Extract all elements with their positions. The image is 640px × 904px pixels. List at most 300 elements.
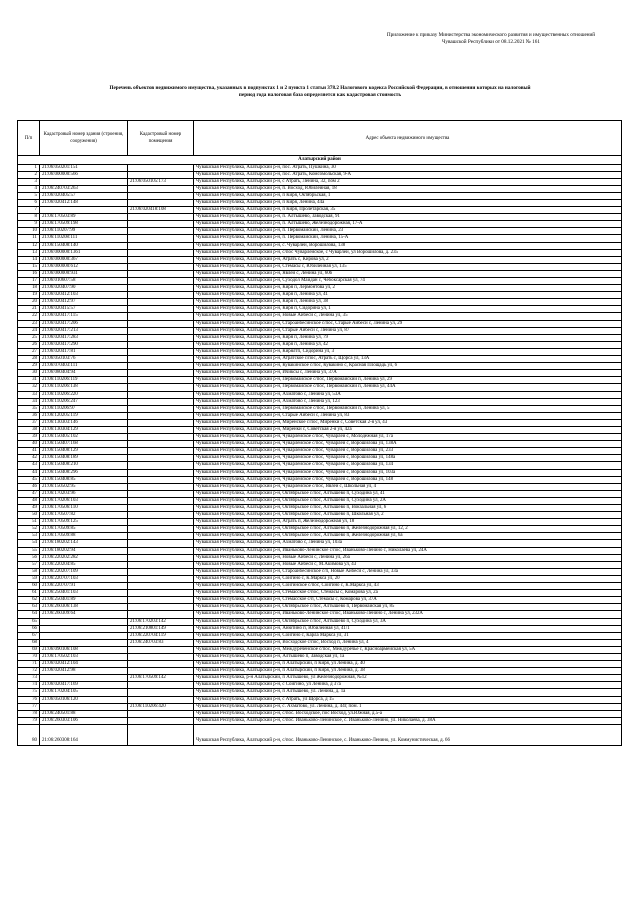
row-index: 4 [18,185,40,192]
row-index: 8 [18,214,40,221]
premises-cadastral-number [128,689,194,696]
building-cadastral-number: 21:06:150405:102 [40,434,128,441]
table-header-row [18,121,622,156]
address: Чувашская Республика, Алатырский р-н, с/пос. Иваньково-Ленинское, с. Иваньково-Ленино, ул. Коммунистическая, д. 66 [194,724,622,745]
address: Чувашская Республика, Алатырский р-н, Междуреченское с/пос, Междуречье с, Красноармейская ул, 5А [194,646,622,653]
premises-cadastral-number: 21:06:170203:142 [128,618,194,625]
building-cadastral-number: 21:06:020417:81 [40,348,128,355]
premises-cadastral-number [128,370,194,377]
building-cadastral-number: 21:06:110207:99 [40,228,128,235]
row-index: 53 [18,533,40,540]
column-header-premises-cadastral: Кадастровый номер помещения [128,121,194,156]
building-cadastral-number: 21:06:110206:247 [40,398,128,405]
building-cadastral-number: 21:06:000000:1361 [40,249,128,256]
building-cadastral-number: 21:06:220202:282 [40,554,128,561]
table-row [18,235,622,242]
premises-cadastral-number [128,519,194,526]
building-cadastral-number: 21:06:260309:64 [40,611,128,618]
address: Чувашская Республика, Алатырский р-н, Чуварлейское с/пос, Чуварлеи с, Ворошилова ул, 148 [194,476,622,483]
building-cadastral-number: 21:06:150502:95 [40,483,128,490]
row-index: 55 [18,547,40,554]
address: Чувашская Республика, Алатырский р-н, пос. Атрать, Пушкина, 30 [194,164,622,171]
building-cadastral-number: 21:06:220204:85 [40,561,128,568]
row-index: 11 [18,235,40,242]
table-row [18,455,622,462]
table-row [18,256,622,263]
row-index: 70 [18,653,40,660]
premises-cadastral-number: 21:06:240703:83 [128,639,194,646]
table-row [18,590,622,597]
table-row [18,689,622,696]
address: Чувашская Республика, Алатырский р-н, Киря п, Ленина ул, 41 [194,292,622,299]
address: Чувашская Республика, Алатырский р-н, Ахматово с, Ленина ул, 53А [194,391,622,398]
row-index: 50 [18,512,40,519]
table-row [18,263,622,270]
premises-cadastral-number [128,490,194,497]
premises-cadastral-number [128,646,194,653]
address: Чувашская Республика, Алатырский р-н, с/пос. Восходское, пос Восход, ул.Южная, д.5-а [194,710,622,717]
premises-cadastral-number [128,419,194,426]
premises-cadastral-number [128,540,194,547]
address: Чувашская Республика, Алатырский р-н, Сойгино с, Карла Маркса ул, 31 [194,632,622,639]
row-index: 69 [18,646,40,653]
building-cadastral-number: 21:06:000000:566 [40,171,128,178]
building-cadastral-number: 21:06:020405:57 [40,192,128,199]
premises-cadastral-number [128,661,194,668]
table-row [18,306,622,313]
building-cadastral-number [40,703,128,710]
premises-cadastral-number [128,341,194,348]
table-row [18,199,622,206]
table-row [18,675,622,682]
building-cadastral-number [40,207,128,214]
premises-cadastral-number [128,278,194,285]
premises-cadastral-number [128,228,194,235]
building-cadastral-number: 21:06:170204:105 [40,689,128,696]
row-index: 58 [18,568,40,575]
table-row [18,575,622,582]
row-index: 66 [18,625,40,632]
row-index: 22 [18,313,40,320]
row-index: 28 [18,356,40,363]
premises-cadastral-number [128,710,194,717]
address: Чувашская Республика, Алатырский р-н, Первомайское с/пос, Первомайский п, Ленина ул, 44А [194,384,622,391]
premises-cadastral-number: 21:06:220704:119 [128,632,194,639]
row-index: 60 [18,583,40,590]
table-row [18,221,622,228]
row-index: 54 [18,540,40,547]
building-cadastral-number: 21:06:250401:89 [40,597,128,604]
building-cadastral-number: 21:06:020417:290 [40,341,128,348]
premises-cadastral-number [128,214,194,221]
table-row [18,632,622,639]
premises-cadastral-number [128,221,194,228]
address: Чувашская Республика, Алатырский р-н, Октябрьское с/пос, Алтышево п, Железнодорожная ул, 12, 2 [194,526,622,533]
row-index: 80 [18,724,40,745]
row-index: 56 [18,554,40,561]
address: Чувашская Республика, Алатырский р-н, п Киря, Октябрьская, 1 [194,192,622,199]
row-index: 73 [18,675,40,682]
address: Чувашская Республика, Алатырский р-н, Восходское с/пос, Восход п, Ленина ул, 4 [194,639,622,646]
address: Чувашская Республика, Алатырский р-н, Киря п, Ленина ул, 38 [194,299,622,306]
row-index: 42 [18,455,40,462]
row-index: 64 [18,611,40,618]
premises-cadastral-number [128,313,194,320]
premises-cadastral-number [128,164,194,171]
row-index: 78 [18,710,40,717]
table-row [18,661,622,668]
building-cadastral-number: 21:06:050103:76 [40,356,128,363]
table-row [18,341,622,348]
premises-cadastral-number [128,717,194,724]
building-cadastral-number: 21:06:110206:119 [40,377,128,384]
address: Чувашская Республика, Алатырский р-н, Октябрьское с/пос, Алтышево п, Суходина ул, 41 [194,490,622,497]
row-index: 3 [18,178,40,185]
table-row [18,391,622,398]
premises-cadastral-number [128,199,194,206]
title-line: период года налоговая база определяется как кадастровая стоимость [238,92,402,99]
premises-cadastral-number: 21:06:050105:173 [128,178,194,185]
table-row [18,370,622,377]
table-row [18,696,622,703]
row-index: 65 [18,618,40,625]
building-cadastral-number: 21:06:170206:103 [40,497,128,504]
address: Чувашская Республика, Алатырский р-н, Явлеи с, Ленина ул, 60б [194,270,622,277]
premises-cadastral-number [128,505,194,512]
row-index: 79 [18,717,40,724]
row-index: 1 [18,164,40,171]
address: Чувашская Республика, Алатырский р-н, Суходол Майдан с, Чебоксарская ул, 74 [194,278,622,285]
building-cadastral-number: 21:06:260306:138 [40,604,128,611]
table-row [18,604,622,611]
row-index: 19 [18,292,40,299]
building-cadastral-number: 21:06:020417:213 [40,327,128,334]
building-cadastral-number: 21:06:170503:89 [40,214,128,221]
row-index: 68 [18,639,40,646]
building-cadastral-number: 21:06:150408:210 [40,462,128,469]
premises-cadastral-number [128,434,194,441]
address: Чувашская Республика, Алатырский р-н, Атрать с, Кирова ул, 2 [194,256,622,263]
table-row [18,611,622,618]
address: Чувашская Республика, Алатырский р-н, Октябрьское с/пос, Алтышево п, Железнодорожная ул, 6а [194,533,622,540]
address: Чувашская Республика, Алатырский р-н, Новые Айбеси с, Ленина ул, 26а [194,554,622,561]
table-row [18,462,622,469]
premises-cadastral-number [128,441,194,448]
premises-cadastral-number [128,668,194,675]
table-row [18,618,622,625]
premises-cadastral-number [128,292,194,299]
building-cadastral-number: 21:06:260308:164 [40,724,128,745]
row-index: 52 [18,526,40,533]
building-cadastral-number: 21:06:110208:111 [40,235,128,242]
table-row [18,469,622,476]
address: Чувашская Республика, Алатырский р-н, Чуварлейское с/пос, Чуварлеи с, Ворошилова ул, 134 [194,462,622,469]
table-row [18,717,622,724]
table-row [18,405,622,412]
table-row [18,505,622,512]
table-row [18,568,622,575]
address: Чувашская Республика, Алатырский р-н, с. Ахматово, ул. Ленина, д. 44г, пом. 1 [194,703,622,710]
building-cadastral-number: 21:06:170509:85 [40,526,128,533]
row-index: 33 [18,391,40,398]
building-cadastral-number: 21:06:120205:119 [40,412,128,419]
building-cadastral-number [40,639,128,646]
column-header-address: Адрес объекта недвижимого имущества [194,121,622,156]
building-cadastral-number: 21:06:240501:88 [40,710,128,717]
premises-cadastral-number [128,171,194,178]
building-cadastral-number: 21:06:020415:57 [40,306,128,313]
building-cadastral-number: 21:06:020412:97 [40,299,128,306]
row-index: 31 [18,377,40,384]
address: Чувашская Республика, Алатырский р-н, п. Алтышево, Железнодорожная, 17-А [194,221,622,228]
table-row [18,540,622,547]
table-row [18,292,622,299]
table-row [18,334,622,341]
premises-cadastral-number [128,412,194,419]
building-cadastral-number [40,618,128,625]
table-row [18,512,622,519]
column-header-index: П/п [18,121,40,156]
building-cadastral-number: 21:06:000000:931 [40,270,128,277]
address: Чувашская Республика, Алатырский р-н, Иваньково-Ленинское с/пос, Иваньково-Ленино с, Ленина ул, 232А [194,611,622,618]
row-index: 18 [18,285,40,292]
table-row [18,398,622,405]
premises-cadastral-number [128,363,194,370]
table-row [18,384,622,391]
row-index: 2 [18,171,40,178]
building-cadastral-number: 21:06:170509:198 [40,221,128,228]
address: Чувашская Республика, Алатырский р-н, пос. Атрать, Комсомольская, 9-А [194,171,622,178]
table-row [18,646,622,653]
address: Чувашская Республика, Алатырский р-н, Октябрьское с/пос, Алтышево п, Суходина ул, 3А [194,618,622,625]
table-row [18,426,622,433]
address: Чувашская Республика, Алатырский р-н, Атратское с/пос, Атрать с, Щорса ул, 13А [194,356,622,363]
premises-cadastral-number [128,249,194,256]
table-row [18,356,622,363]
building-cadastral-number: 21:06:020412:103 [40,292,128,299]
row-index: 39 [18,434,40,441]
premises-cadastral-number [128,526,194,533]
row-index: 20 [18,299,40,306]
row-index: 17 [18,278,40,285]
row-index: 59 [18,575,40,582]
address: Чувашская Республика, Алатырский р-н, Стаpoaйбесинское с/п, Новые Айбеси с, Ленина ул, 33а [194,568,622,575]
address: Чувашская Республика, Алатырский р-н, п. Алтышево, Заводская, 91 [194,214,622,221]
address: Чувашская Республика, Алатырский р-н, Иваньково-Ленинское с/пос, Иваньково-Ленино с, Николаева ул, 24А [194,547,622,554]
premises-cadastral-number [128,391,194,398]
address: Чувашская Республика, Алатырский р-н, с Атрать, Ленина, 32, пом 2 [194,178,622,185]
table-row [18,348,622,355]
column-header-building-cadastral: Кадастровый номер здания (строения, сооружения) [40,121,128,156]
table-row [18,419,622,426]
building-cadastral-number: 21:06:020412:104 [40,661,128,668]
address: Чувашская Республика, Алатырский р-н, Чуварлейское с/пос, Чуварлеи с, Ворошилова ул, 138А [194,441,622,448]
address: Чувашская Республика, Алатырский р-н, Алтышево п, Заводская ул, 1а [194,653,622,660]
row-index: 67 [18,632,40,639]
table-row [18,710,622,717]
address: Чувашская Республика, Алатырский р-н, Октябрьское с/пос, Алтышево п, Суходина ул, 2А [194,497,622,504]
address: Чувашская Республика, Алатырский р-н, Анютино п, Юбилейная ул, 41/1 [194,625,622,632]
premises-cadastral-number [128,568,194,575]
table-row [18,363,622,370]
row-index: 47 [18,490,40,497]
building-cadastral-number: 21:06:020417:169 [40,682,128,689]
row-index: 40 [18,441,40,448]
premises-cadastral-number [128,597,194,604]
address: Чувашская Республика, Алатырский р-н, Чуварлейское с/пос, Чуварлеи с, Ворошилова ул, 103а [194,469,622,476]
row-index: 9 [18,221,40,228]
order-annex-header [356,32,626,47]
table-row [18,278,622,285]
building-cadastral-number [40,632,128,639]
table-row [18,668,622,675]
premises-cadastral-number [128,561,194,568]
premises-cadastral-number [128,426,194,433]
row-index: 7 [18,207,40,214]
table-row [18,497,622,504]
table-row [18,285,622,292]
table-row [18,490,622,497]
row-index: 76 [18,696,40,703]
building-cadastral-number: 21:06:150408:129 [40,448,128,455]
table-row [18,313,622,320]
row-index: 34 [18,398,40,405]
building-cadastral-number: 21:06:220707:103 [40,575,128,582]
building-cadastral-number: 21:06:010607:58 [40,278,128,285]
address: Чувашская Республика, Алатырский р-н, с/пос Чуварлейское, с Чуварлеи, ул Ворошилова, д. 235 [194,249,622,256]
premises-cadastral-number [128,483,194,490]
premises-cadastral-number: 21:06:170509:142 [128,675,194,682]
building-cadastral-number: 21:06:150408:85 [40,476,128,483]
building-cadastral-number: 21:06:150407:168 [40,441,128,448]
building-cadastral-number: 21:06:080404:94 [40,370,128,377]
premises-cadastral-number: 21:06:020418:108 [128,207,194,214]
premises-cadastral-number [128,263,194,270]
building-cadastral-number: 21:06:050106:120 [40,696,128,703]
building-cadastral-number: 21:06:020417:283 [40,334,128,341]
address: Чувашская Республика, Алатырский р-н, Октябрьское с/пос, Алтышево п, Школьная ул, 2 [194,512,622,519]
row-index: 45 [18,476,40,483]
building-cadastral-number: 21:06:170506:110 [40,505,128,512]
address: Чувашская Республика, Алатырский р-н, п. Первомайский, Ленина, 15-А [194,235,622,242]
table-row [18,682,622,689]
building-cadastral-number: 21:06:020407:90 [40,285,128,292]
property-table [17,120,622,746]
row-index: 62 [18,597,40,604]
header-line: Чувашской Республики от 08.12.2021 № 161 [442,39,540,46]
building-cadastral-number: 21:06:220707:91 [40,583,128,590]
table-row [18,320,622,327]
table-row [18,483,622,490]
premises-cadastral-number [128,384,194,391]
row-index: 23 [18,320,40,327]
building-cadastral-number: 21:06:020412:98 [40,668,128,675]
building-cadastral-number: 21:06:150408:296 [40,469,128,476]
premises-cadastral-number [128,327,194,334]
building-cadastral-number [40,178,128,185]
address: Чувашская Республика, Алатырский р-н, Ахматово с, Ленина ул, 123 [194,398,622,405]
address: Чувашская Республика, Алатырский р-н, с. Чуварлеи, Ворошилова, 138 [194,242,622,249]
premises-cadastral-number [128,185,194,192]
premises-cadastral-number [128,242,194,249]
building-cadastral-number: 21:06:000000:612 [40,263,128,270]
row-index: 5 [18,192,40,199]
table-row [18,178,622,185]
building-cadastral-number: 21:06:180202:143 [40,540,128,547]
table-row [18,270,622,277]
building-cadastral-number: 21:06:020412:148 [40,199,128,206]
address: Чувашская Республика, Алатырский р-н, Киря п, Ленина ул, 79 [194,334,622,341]
premises-cadastral-number [128,696,194,703]
address: Чувашская Республика, Алатырский р-н, п Алатырский, п Киря, ул Ленина, д. 38 [194,668,622,675]
address: Чувашская Республика, Алатырский р-н, п. Первомайский, Ленина, 23 [194,228,622,235]
premises-cadastral-number [128,448,194,455]
row-index: 61 [18,590,40,597]
table-row [18,377,622,384]
row-index: 72 [18,668,40,675]
table-row [18,561,622,568]
row-index: 6 [18,199,40,206]
address: Чувашская Республика, Алатырский р-н, Чуварлейское с/пос, Чуварлеи с, Молодежная ул, 17а [194,434,622,441]
address: Чувашская Республика, р-н Алатырский, п Алтышево, ул Железнодорожная, №12 [194,675,622,682]
building-cadastral-number: 21:06:090106:108 [40,646,128,653]
premises-cadastral-number [128,192,194,199]
row-index: 38 [18,426,40,433]
premises-cadastral-number [128,398,194,405]
building-cadastral-number: 21:06:020417:206 [40,320,128,327]
address: Чувашская Республика, Алатырский р-н, с Атрать, ул Щорса, д 15 [194,696,622,703]
table-row [18,434,622,441]
address: Чувашская Республика, Алатырский р-н, Ичиксы с, Ленина ул, 37А [194,370,622,377]
address: Чувашская Республика, Алатырский р-н, Сойгино с, К.Маркса ул, 20 [194,575,622,582]
row-index: 74 [18,682,40,689]
address: Чувашская Республика, Алатырский р-н, п Алатырский, п Киря, ул Ленина, д. 40 [194,661,622,668]
address: Чувашская Республика, Алатырский р-н, Новые Айбеси с, Ленина ул, 35 [194,313,622,320]
building-cadastral-number: 21:06:170507:82 [40,512,128,519]
row-index: 43 [18,462,40,469]
address: Чувашская Республика, Алатырский р-н, Староайбесинское с/пос, Старые Айбеси с, Ленина ул, 29 [194,320,622,327]
table-row [18,533,622,540]
address: Чувашская Республика, Алатырский р-н, с Сойгино, ул Ленина, д 37а [194,682,622,689]
address: Чувашская Республика, Алатырский р-н, п Алтышево, ул. Ленина, д. 1а [194,689,622,696]
address: Чувашская Республика, Алатырский р-н, Чуварлейское с/пос, Чуварлеи с, Ворошилова ул, 148а [194,455,622,462]
address: Чувашская Республика, Алатырский р-н, Миренки с, Советская 2-я ул, 42а [194,426,622,433]
premises-cadastral-number [128,554,194,561]
table-row [18,597,622,604]
row-index: 14 [18,256,40,263]
building-cadastral-number: 21:06:250401:103 [40,590,128,597]
building-cadastral-number: 21:06:180202:94 [40,547,128,554]
row-index: 27 [18,348,40,355]
premises-cadastral-number [128,462,194,469]
row-index: 46 [18,483,40,490]
address: Чувашская Республика, Алатырский р-н, Киря п, Лермонтова ул, 2 [194,285,622,292]
premises-cadastral-number [128,235,194,242]
table-row [18,526,622,533]
building-cadastral-number: 21:06:170203:96 [40,490,128,497]
address: Чувашская Республика, Алатырский р-н, Киря п, Сидорина ул, 1 [194,306,622,313]
address: Чувашская Республика, Алатырский р-н, Старые Айбеси с, Ленина ул, 87 [194,327,622,334]
table-row [18,249,622,256]
row-index: 15 [18,263,40,270]
row-index: 10 [18,228,40,235]
row-index: 24 [18,327,40,334]
row-index: 63 [18,604,40,611]
address: Чувашская Республика, Алатырский р-н, Стемасское с/п, Стемасы с, Комарова ул, 37А [194,597,622,604]
table-row [18,171,622,178]
table-row [18,724,622,745]
table-row [18,214,622,221]
